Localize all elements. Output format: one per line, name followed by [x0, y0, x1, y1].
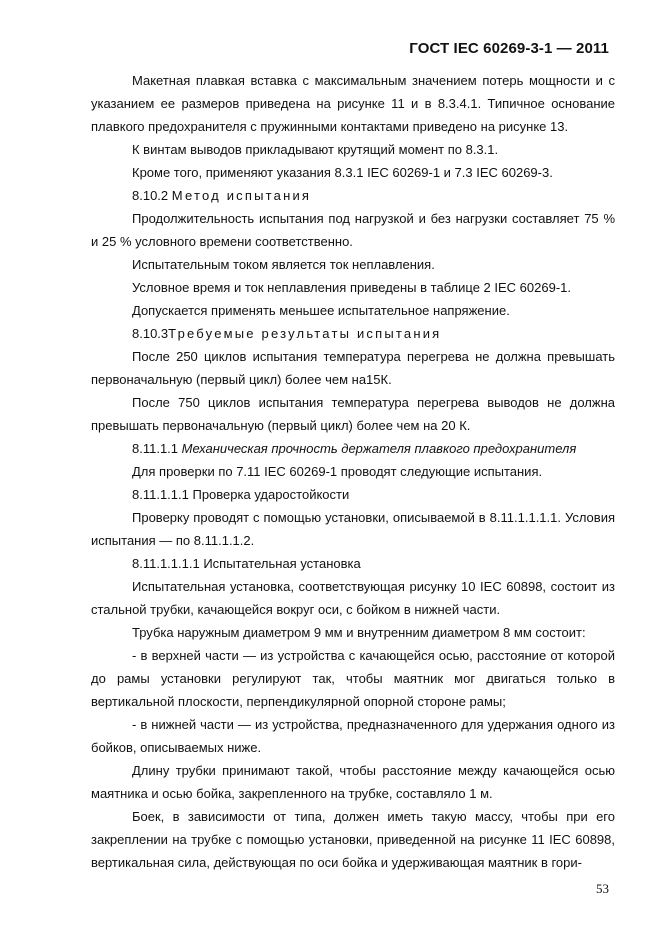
subsection-heading: 8.11.1.1.1 Проверка ударостойкости: [132, 487, 350, 502]
document-header: ГОСТ IEC 60269-3-1 — 2011: [409, 40, 609, 57]
section-title: Метод испытания: [171, 188, 312, 203]
section-number: 8.11.1.1: [132, 441, 179, 456]
section-title: Механическая прочность держателя плавкого предохранителя: [181, 441, 577, 456]
section-title: Требуемые результаты испытания: [168, 326, 442, 341]
paragraph: Боек, в зависимости от типа, должен иметь такую массу, чтобы при его закреплении на трубке с помощью установки, приведенной на рисунке 11 IEC 60898, вертикальная сила, действующая по оси бойка и удерживающая маятник в гори-: [91, 809, 615, 870]
paragraph: После 250 циклов испытания температура перегрева не должна превышать первоначальную (первый цикл) более чем на15К.: [91, 349, 615, 387]
paragraph: Трубка наружным диаметром 9 мм и внутренним диаметром 8 мм состоит:: [132, 625, 586, 640]
page-number: 53: [596, 881, 609, 896]
paragraph: Для проверки по 7.11 IEC 60269-1 проводят следующие испытания.: [132, 464, 543, 479]
document-body: [91, 69, 615, 874]
paragraph: Проверку проводят с помощью установки, описываемой в 8.11.1.1.1.1. Условия испытания — по 8.11.1.1.2.: [91, 510, 615, 548]
paragraph: После 750 циклов испытания температура перегрева выводов не должна превышать первоначальную (первый цикл) более чем на 20 К.: [91, 395, 615, 433]
paragraph: Кроме того, применяют указания 8.3.1 IEC 60269-1 и 7.3 IEC 60269-3.: [132, 165, 553, 180]
paragraph: Макетная плавкая вставка с максимальным значением потерь мощности и с указанием ее размеров приведена на рисунке 11 и в 8.3.4.1. Типичное основание плавкого предохранителя с пружинными контактами приведено на рисунке 13.: [91, 73, 615, 134]
paragraph: Длину трубки принимают такой, чтобы расстояние между качающейся осью маятника и осью бойка, закрепленного на трубке, составляло 1 м.: [91, 763, 615, 801]
list-item: - в верхней части — из устройства с качающейся осью, расстояние от которой до рамы установки регулируют так, чтобы маятник мог двигаться только в вертикальной плоскости, перпендикулярной опорной стороне рамы;: [91, 648, 615, 709]
subsection-heading: 8.11.1.1.1.1 Испытательная установка: [132, 556, 361, 571]
section-number: 8.10.2: [132, 188, 169, 203]
paragraph: Испытательная установка, соответствующая рисунку 10 IEC 60898, состоит из стальной трубки, качающейся вокруг оси, с бойком в нижней части.: [91, 579, 615, 617]
paragraph: Испытательным током является ток неплавления.: [132, 257, 435, 272]
section-heading: [91, 322, 615, 345]
section-heading: [91, 437, 615, 460]
paragraph: Допускается применять меньшее испытательное напряжение.: [132, 303, 510, 318]
list-item: - в нижней части — из устройства, предназначенного для удержания одного из бойков, описываемых ниже.: [91, 717, 615, 755]
paragraph: К винтам выводов прикладывают крутящий момент по 8.3.1.: [132, 142, 499, 157]
paragraph: Условное время и ток неплавления приведены в таблице 2 IEC 60269-1.: [132, 280, 571, 295]
section-heading: [91, 184, 615, 207]
paragraph: Продолжительность испытания под нагрузкой и без нагрузки составляет 75 % и 25 % условного времени соответственно.: [91, 211, 615, 249]
section-number: 8.10.3: [132, 326, 169, 341]
